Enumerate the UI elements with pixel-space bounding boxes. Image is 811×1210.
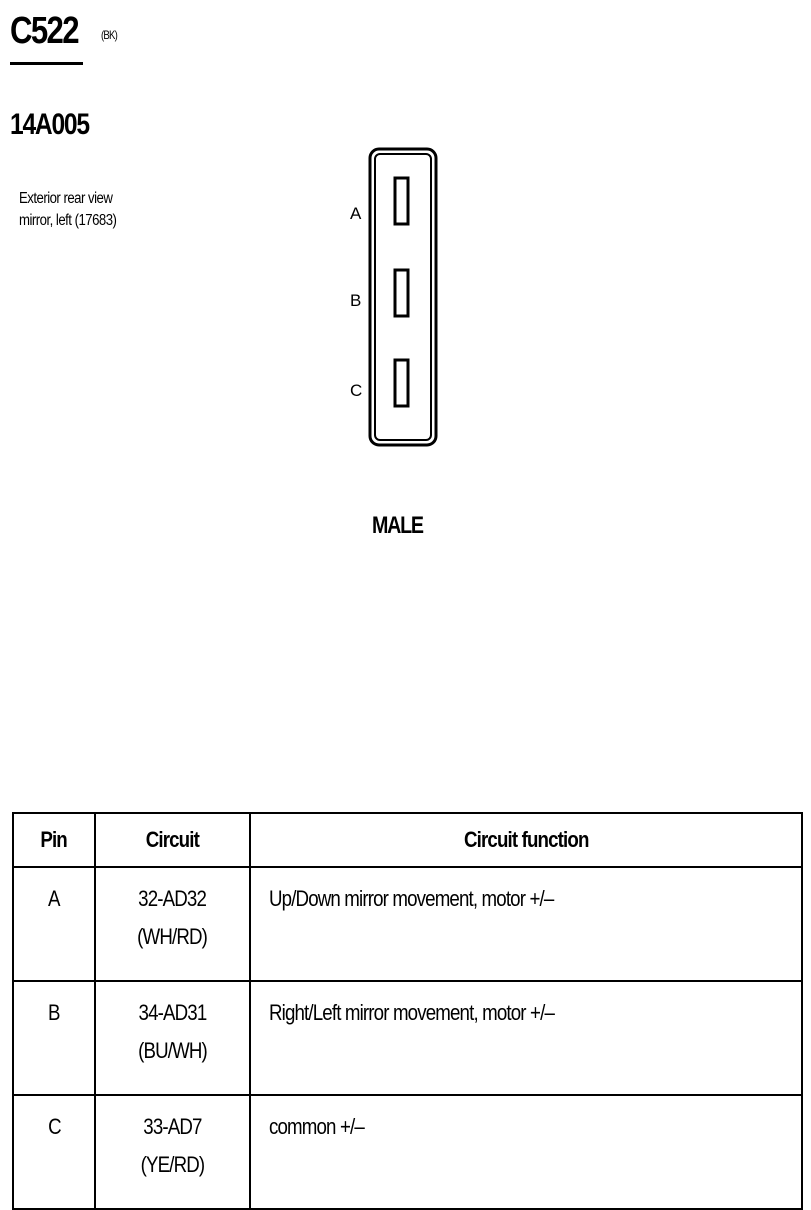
- part-number: 14A005: [10, 108, 89, 141]
- connector-id: C522: [10, 10, 78, 52]
- header-pin-label: Pin: [40, 827, 68, 852]
- circuit-code: 32-AD32: [138, 886, 207, 911]
- cell-pin: [13, 867, 95, 981]
- circuit-function-text: Right/Left mirror movement, motor +/–: [269, 1000, 555, 1025]
- table-row: [13, 981, 802, 1095]
- pin-a-label: A: [350, 204, 362, 223]
- pin-b-terminal: [395, 270, 408, 316]
- cell-circuit-function: [250, 867, 802, 981]
- pin-c-terminal: [395, 360, 408, 406]
- wire-color: (YE/RD): [140, 1152, 205, 1177]
- table-row: [13, 867, 802, 981]
- connector-body-inner: [375, 154, 431, 440]
- header-pin: [13, 813, 95, 867]
- pinout-table: [12, 812, 803, 1210]
- connector-gender-label: MALE: [372, 512, 423, 539]
- connector-face-diagram: [340, 140, 450, 450]
- header-circuit-label: Circuit: [145, 827, 200, 852]
- circuit-function-text: common +/–: [269, 1114, 364, 1139]
- connector-body-outer: [370, 149, 436, 445]
- cell-pin: [13, 1095, 95, 1209]
- cell-circuit-function: [250, 981, 802, 1095]
- wire-color: (WH/RD): [137, 924, 208, 949]
- table-header-row: [13, 813, 802, 867]
- header-circuit-function-label: Circuit function: [463, 827, 589, 852]
- header-circuit-function: [250, 813, 802, 867]
- cell-circuit: [95, 981, 250, 1095]
- wire-color: (BU/WH): [138, 1038, 207, 1063]
- component-description: [19, 188, 116, 232]
- pin-value: C: [47, 1114, 61, 1139]
- circuit-function-text: Up/Down mirror movement, motor +/–: [269, 886, 554, 911]
- pin-a-terminal: [395, 178, 408, 224]
- cell-pin: [13, 981, 95, 1095]
- title-underline: [10, 62, 83, 65]
- cell-circuit: [95, 867, 250, 981]
- header-circuit: [95, 813, 250, 867]
- connector-color: (BK): [101, 28, 117, 42]
- pin-b-label: B: [350, 291, 362, 310]
- description-line-2: mirror, left (17683): [19, 212, 117, 229]
- circuit-code: 33-AD7: [143, 1114, 202, 1139]
- cell-circuit-function: [250, 1095, 802, 1209]
- pin-value: A: [48, 886, 60, 911]
- description-line-1: Exterior rear view: [19, 190, 113, 207]
- circuit-code: 34-AD31: [138, 1000, 207, 1025]
- cell-circuit: [95, 1095, 250, 1209]
- table-row: [13, 1095, 802, 1209]
- pin-value: B: [48, 1000, 60, 1025]
- pin-c-label: C: [350, 381, 363, 400]
